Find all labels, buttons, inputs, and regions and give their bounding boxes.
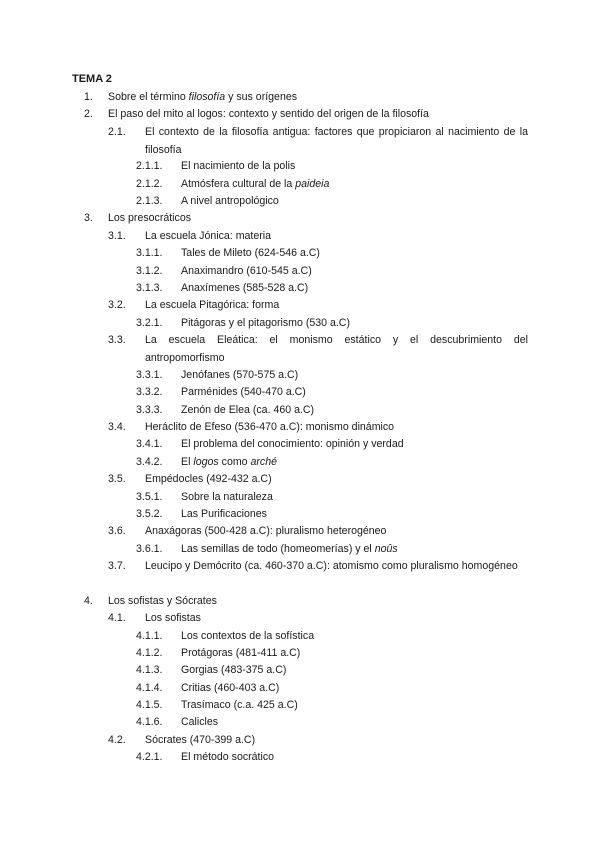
toc-number: 4.1.5. [136, 699, 163, 711]
toc-text: Calicles [181, 716, 219, 728]
toc-number: 3. [84, 212, 93, 224]
toc-number: 3.4. [108, 421, 126, 433]
toc-number: 4.1.6. [136, 716, 163, 728]
toc-number: 3.4.2. [136, 456, 163, 468]
toc-text: Empédocles (492-432 a.C) [145, 473, 272, 485]
toc-number: 3.5. [108, 473, 126, 485]
toc-number: 4.2.1. [136, 751, 163, 763]
toc-text: Los presocráticos [108, 212, 192, 224]
toc-text: Sobre el término filosofía y sus orígenes [108, 91, 298, 103]
toc-number: 4.1.1. [136, 630, 163, 642]
toc-text: Sobre la naturaleza [181, 491, 273, 503]
toc-text: Las semillas de todo (homeomerías) y el noûs [181, 543, 398, 555]
toc-text: Sócrates (470-399 a.C) [145, 734, 256, 746]
toc-text: Parménides (540-470 a.C) [181, 386, 306, 398]
toc-number: 3.1. [108, 230, 126, 242]
toc-number: 3.6.1. [136, 543, 163, 555]
toc-number: 2.1.3. [136, 195, 163, 207]
toc-text: Trasímaco (c.a. 425 a.C) [181, 699, 298, 711]
toc-text: Zenón de Elea (ca. 460 a.C) [181, 404, 315, 416]
toc-number: 4. [84, 595, 93, 607]
toc-number: 3.1.2. [136, 265, 163, 277]
toc-text: Gorgias (483-375 a.C) [181, 664, 287, 676]
toc-text: La escuela Eleática: el monismo estático y el descubrimiento del antropomorfismo [145, 334, 528, 364]
toc-number: 3.2. [108, 299, 126, 311]
toc-text: A nivel antropológico [181, 195, 279, 207]
toc-number: 2.1. [108, 126, 126, 138]
toc-number: 3.4.1. [136, 438, 163, 450]
toc-text: Jenófanes (570-575 a.C) [181, 369, 299, 381]
toc-text: Los sofistas [145, 612, 201, 624]
toc-text: Tales de Mileto (624-546 a.C) [181, 247, 320, 259]
toc-text: Leucipo y Demócrito (ca. 460-370 a.C): atomismo como pluralismo homogéneo [145, 560, 518, 572]
toc-number: 2. [84, 108, 93, 120]
toc-number: 3.6. [108, 525, 126, 537]
toc-number: 4.1.4. [136, 682, 163, 694]
toc-text: El nacimiento de la polis [181, 160, 296, 172]
toc-number: 3.5.1. [136, 491, 163, 503]
toc-number: 3.3.1. [136, 369, 163, 381]
toc-text: El problema del conocimiento: opinión y verdad [181, 438, 404, 450]
toc-text: El paso del mito al logos: contexto y sentido del origen de la filosofía [108, 108, 429, 120]
toc-text: Atmósfera cultural de la paideia [181, 178, 330, 190]
toc-number: 4.1.2. [136, 647, 163, 659]
toc-text: Heráclito de Efeso (536-470 a.C): monismo dinámico [145, 421, 395, 433]
toc-number: 3.3.3. [136, 404, 163, 416]
toc-number: 4.1.3. [136, 664, 163, 676]
toc-text: El logos como arché [181, 456, 277, 468]
toc-number: 2.1.2. [136, 178, 163, 190]
toc-text: Anaxágoras (500-428 a.C): pluralismo heterogéneo [145, 525, 387, 537]
toc-number: 2.1.1. [136, 160, 163, 172]
toc-text: La escuela Jónica: materia [145, 230, 272, 242]
toc-number: 3.3. [108, 334, 126, 346]
toc-number: 4.2. [108, 734, 126, 746]
toc-text: Las Purificaciones [181, 508, 267, 520]
toc-number: 3.1.1. [136, 247, 163, 259]
document-title: TEMA 2 [72, 73, 112, 85]
toc-text: Pitágoras y el pitagorismo (530 a.C) [181, 317, 350, 329]
toc-text: Protágoras (481-411 a.C) [181, 647, 301, 659]
toc-text: La escuela Pitagórica: forma [145, 299, 280, 311]
toc-text: Los contextos de la sofística [181, 630, 315, 642]
toc-text: Critias (460-403 a.C) [181, 682, 280, 694]
toc-number: 4.1. [108, 612, 126, 624]
toc-number: 1. [84, 91, 93, 103]
toc-number: 3.7. [108, 560, 126, 572]
toc-number: 3.2.1. [136, 317, 163, 329]
toc-text: El método socrático [181, 751, 275, 763]
toc-text: Anaximandro (610-545 a.C) [181, 265, 312, 277]
toc-number: 3.3.2. [136, 386, 163, 398]
toc-text: Anaxímenes (585-528 a.C) [181, 282, 309, 294]
toc-text: Los sofistas y Sócrates [108, 595, 217, 607]
toc-number: 3.5.2. [136, 508, 163, 520]
toc-number: 3.1.3. [136, 282, 163, 294]
toc-text: El contexto de la filosofía antigua: factores que propiciaron al nacimiento de la filosofía [145, 126, 528, 156]
